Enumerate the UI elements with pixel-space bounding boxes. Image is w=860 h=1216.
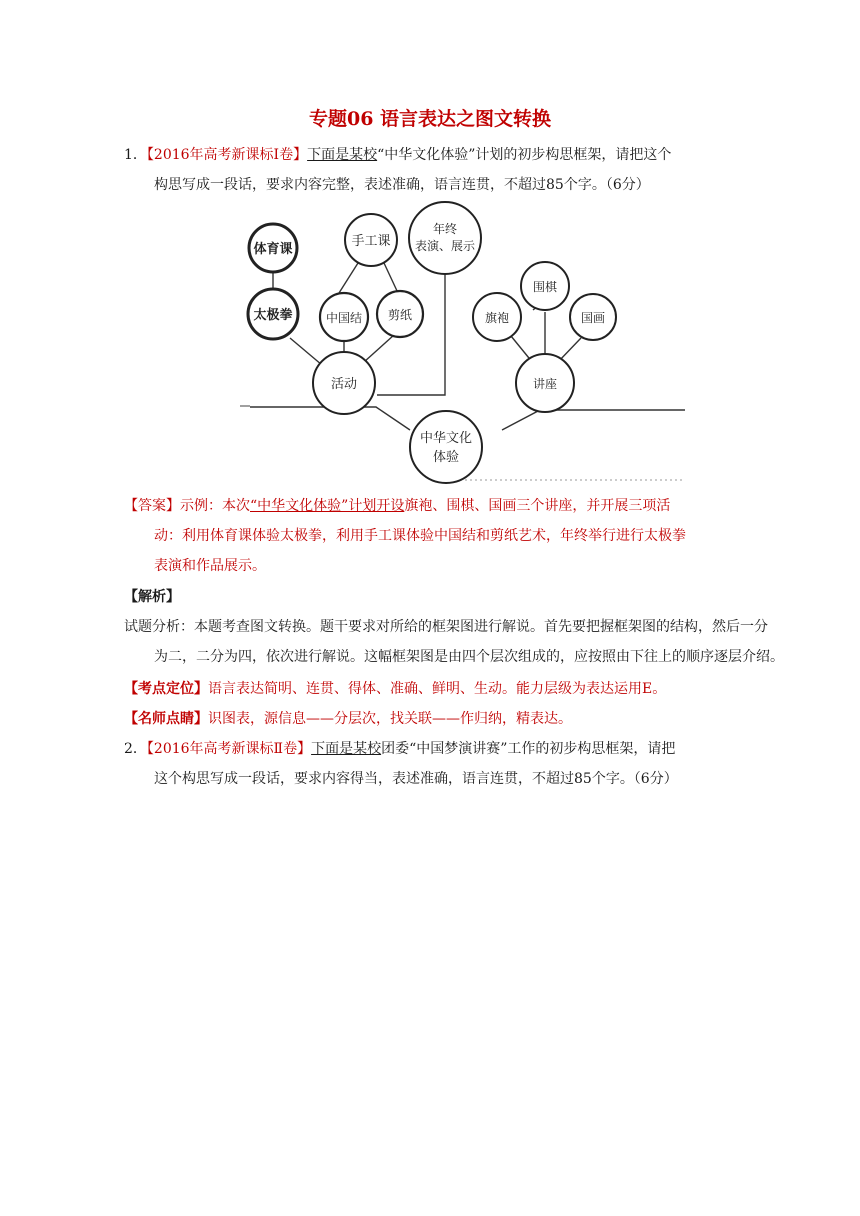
node-qipao: 旗袍 xyxy=(484,311,510,325)
node-taiji: 太极拳 xyxy=(253,308,293,323)
mingshi-line xyxy=(124,709,572,729)
node-center-line-1: 中华文化 xyxy=(419,431,473,446)
answer-prefix: 示例：本次 xyxy=(180,498,250,514)
node-papercut: 剪纸 xyxy=(387,308,413,322)
question-2-underlined-text: 下面是某校 xyxy=(311,741,382,757)
answer-line-2: 动：利用体育课体验太极拳，利用手工课体验中国结和剪纸艺术，年终举行进行太极拳 xyxy=(154,528,686,544)
node-circle-yearend xyxy=(409,202,481,274)
question-2-number: 2． xyxy=(124,741,147,757)
edge-handcraft-knot xyxy=(339,263,358,293)
question-1-text: “中华文化体验”计划的初步构思框架，请把这个 xyxy=(377,147,672,163)
answer-line-1 xyxy=(124,496,670,516)
question-1-source-tag: 【2016年高考新课标Ⅰ卷】 xyxy=(146,147,308,163)
node-yearend-line-2: 表演、展示 xyxy=(414,239,476,253)
question-2-line-1 xyxy=(124,739,675,759)
edge-taiji-activity xyxy=(290,338,322,365)
node-weiqi: 围棋 xyxy=(532,280,558,294)
node-handcraft: 手工课 xyxy=(351,234,391,249)
question-1-line-2: 构思写成一段话，要求内容完整，表述准确，语言连贯，不超过85个字。（6分） xyxy=(154,177,650,193)
question-1-number: 1． xyxy=(124,147,147,163)
edge-lecture-center xyxy=(502,410,685,430)
kaodian-tag: 【考点定位】 xyxy=(124,681,208,697)
framework-diagram xyxy=(240,190,690,490)
kaodian-text: 语言表达简明、连贯、得体、准确、鲜明、生动。能力层级为表达运用E。 xyxy=(208,681,667,697)
node-lecture: 讲座 xyxy=(532,377,558,391)
answer-tag: 【答案】 xyxy=(124,498,180,514)
answer-underlined: “中华文化体验”计划开设 xyxy=(250,498,405,514)
question-1-underlined-text: 下面是某校 xyxy=(307,147,378,163)
node-activity: 活动 xyxy=(330,377,358,392)
edge-handcraft-papercut xyxy=(384,263,398,293)
analysis-line-2: 为二，二分为四，依次进行解说。这幅框架图是由四个层次组成的，应按照由下往上的顺序逐层介绍。 xyxy=(154,649,784,665)
kaodian-line xyxy=(124,679,666,699)
analysis-heading: 【解析】 xyxy=(124,589,180,605)
question-2-line-2: 这个构思写成一段话，要求内容得当，表述准确，语言连贯，不超过85个字。（6分） xyxy=(154,771,678,787)
question-1-line-1 xyxy=(124,145,671,165)
mingshi-text: 识图表，源信息——分层次，找关联——作归纳，精表达。 xyxy=(208,711,572,727)
node-pe: 体育课 xyxy=(253,242,293,257)
answer-line-3: 表演和作品展示。 xyxy=(154,558,266,574)
edge-papercut-activity xyxy=(364,335,394,362)
page-title: 专题06 语言表达之图文转换 xyxy=(308,108,552,130)
question-2-text: 团委“中国梦演讲赛”工作的初步构思框架，请把 xyxy=(381,741,676,757)
node-yearend-line-1: 年终 xyxy=(432,222,458,236)
answer-text: 旗袍、围棋、国画三个讲座，并开展三项活 xyxy=(404,498,671,514)
node-painting: 国画 xyxy=(580,311,606,325)
question-2-source-tag: 【2016年高考新课标Ⅱ卷】 xyxy=(146,741,312,757)
node-center-line-2: 体验 xyxy=(432,450,460,465)
mingshi-tag: 【名师点睛】 xyxy=(124,711,208,727)
analysis-line-1: 试题分析：本题考查图文转换。题干要求对所给的框架图进行解说。首先要把握框架图的结构，然后一分 xyxy=(124,619,768,635)
node-circle-center xyxy=(410,411,482,483)
node-knot: 中国结 xyxy=(325,311,363,325)
